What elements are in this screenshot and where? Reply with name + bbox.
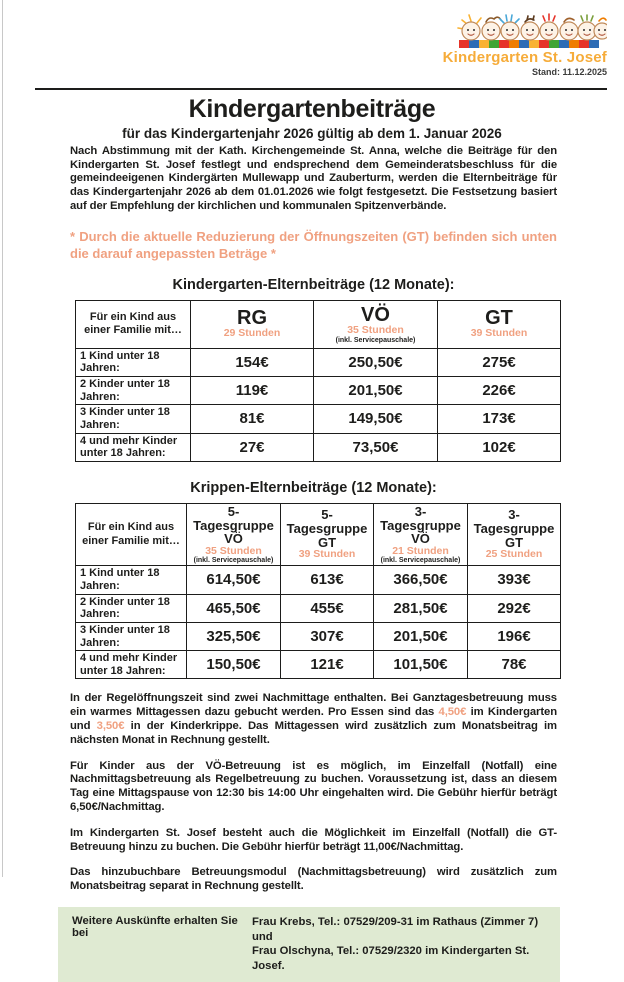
krippe-fees-table	[75, 503, 561, 680]
document-body	[0, 145, 624, 894]
header-divider	[35, 88, 607, 90]
paragraph-voe-afternoon: Für Kinder aus der VÖ-Betreuung ist es möglich, im Einzelfall (Notfall) eine Nachmittagsbetreuung als Regelbetreuung zu buchen. Voraussetzung ist, dass an diesem Tag eine Mittagspause von 12:30 bis 14:00 Uhr eingehalten wird. Die Gebühr hierfür beträgt 6,50€/Nachmittag.	[70, 759, 557, 813]
document-header	[0, 12, 624, 77]
table-header-row	[76, 300, 561, 348]
meal-price-krippe: 3,50€	[96, 720, 125, 733]
column-header-voe: VÖ 35 Stunden (inkl. Servicepauschale)	[314, 300, 438, 348]
table-row: 1 Kind unter 18 Jahren: 614,50€ 613€ 366,50€ 393€	[76, 566, 561, 594]
meal-price-kindergarten: 4,50€	[438, 706, 467, 719]
children-faces-logo-icon	[449, 12, 607, 50]
table-row: 3 Kinder unter 18 Jahren: 81€ 149,50€ 173€	[76, 405, 561, 433]
paragraph-meals	[70, 692, 557, 747]
document-date: Stand: 11.12.2025	[531, 66, 607, 77]
reduction-note: * Durch die aktuelle Reduzierung der Öffnungszeiten (GT) befinden sich unten die darauf angepassten Beträge *	[70, 228, 557, 262]
column-header-gt: GT 39 Stunden	[438, 300, 561, 348]
column-header-rg: RG 29 Stunden	[191, 300, 314, 348]
contact-details	[252, 915, 550, 974]
contact-line-olschyna: Frau Olschyna, Tel.: 07529/2320 im Kindergarten St. Josef.	[252, 945, 530, 972]
column-header-3tg-voe: 3-Tagesgruppe VÖ 21 Stunden (inkl. Servicepauschale)	[374, 503, 468, 565]
page-subtitle: für das Kindergartenjahr 2026 gültig ab dem 1. Januar 2026	[122, 125, 502, 141]
contact-info-box	[58, 907, 560, 982]
kindergarten-table-heading: Kindergarten-Elternbeiträge (12 Monate):	[172, 276, 455, 293]
corner-cell: Für ein Kind aus einer Familie mit…	[76, 503, 187, 565]
table-row: 4 und mehr Kinder unter 18 Jahren: 27€ 73,50€ 102€	[76, 433, 561, 461]
column-header-3tg-gt: 3-Tagesgruppe GT 25 Stunden	[468, 503, 561, 565]
table-row: 2 Kinder unter 18 Jahren: 465,50€ 455€ 281,50€ 292€	[76, 594, 561, 622]
paragraph-billing: Das hinzubuchbare Betreuungsmodul (Nachmittagsbetreuung) wird zusätzlich zum Monatsbeitrag separat in Rechnung gestellt.	[70, 866, 557, 893]
paragraph-meals-text: im Kindergarten und	[70, 706, 557, 733]
column-header-5tg-gt: 5-Tagesgruppe GT 39 Stunden	[281, 503, 374, 565]
kindergarten-fees-table	[75, 300, 561, 462]
page-edge-line	[2, 0, 3, 877]
paragraph-gt-booking: Im Kindergarten St. Josef besteht auch die Möglichkeit im Einzelfall (Notfall) die GT-Betreuung hinzu zu buchen. Die Gebühr hierfür beträgt 11,00€/Nachmittag.	[70, 826, 557, 853]
table-row: 1 Kind unter 18 Jahren: 154€ 250,50€ 275€	[76, 348, 561, 376]
corner-cell: Für ein Kind aus einer Familie mit…	[76, 300, 191, 348]
table-row: 4 und mehr Kinder unter 18 Jahren: 150,50€ 121€ 101,50€ 78€	[76, 651, 561, 679]
table-row: 3 Kinder unter 18 Jahren: 325,50€ 307€ 201,50€ 196€	[76, 622, 561, 650]
krippe-table-heading: Krippen-Elternbeiträge (12 Monate):	[190, 479, 437, 496]
intro-paragraph: Nach Abstimmung mit der Kath. Kirchengemeinde St. Anna, welche die Beiträge für den Kindergarten St. Josef festlegt und endsprechend dem Gemeinderatsbeschluss für die gemeindeeigenen Kindergärten Mullewapp und Zauberturm, werden die Elternbeiträge für das Kindergartenjahr 2026 ab dem 01.01.2026 wie folgt festgesetzt. Die Festsetzung basiert auf der Empfehlung der kirchlichen und kommunalen Spitzenverbände.	[70, 144, 557, 212]
contact-line-krebs: Frau Krebs, Tel.: 07529/209-31 im Rathaus (Zimmer 7) und	[252, 915, 539, 943]
brand-name: Kindergarten St. Josef	[442, 49, 607, 66]
table-row: 2 Kinder unter 18 Jahren: 119€ 201,50€ 226€	[76, 377, 561, 405]
paragraph-meals-text: In der Regelöffnungszeit sind zwei Nachmittage enthalten. Bei Ganztagesbetreuung muss ein warmes Mittagessen dazu gebucht werden. Pro Essen sind das	[70, 692, 557, 719]
page-title: Kindergartenbeiträge	[188, 94, 436, 123]
column-header-5tg-voe: 5-Tagesgruppe VÖ 35 Stunden (inkl. Servicepauschale)	[187, 503, 281, 565]
kindergarten-logo	[443, 12, 607, 77]
contact-label: Weitere Auskünfte erhalten Sie bei	[72, 914, 238, 939]
paragraph-meals-text: in der Kinderkrippe. Das Mittagessen wird zusätzlich zum Monatsbeitrag im nächsten Monat in Rechnung gestellt.	[70, 720, 557, 746]
table-header-row	[76, 503, 561, 565]
